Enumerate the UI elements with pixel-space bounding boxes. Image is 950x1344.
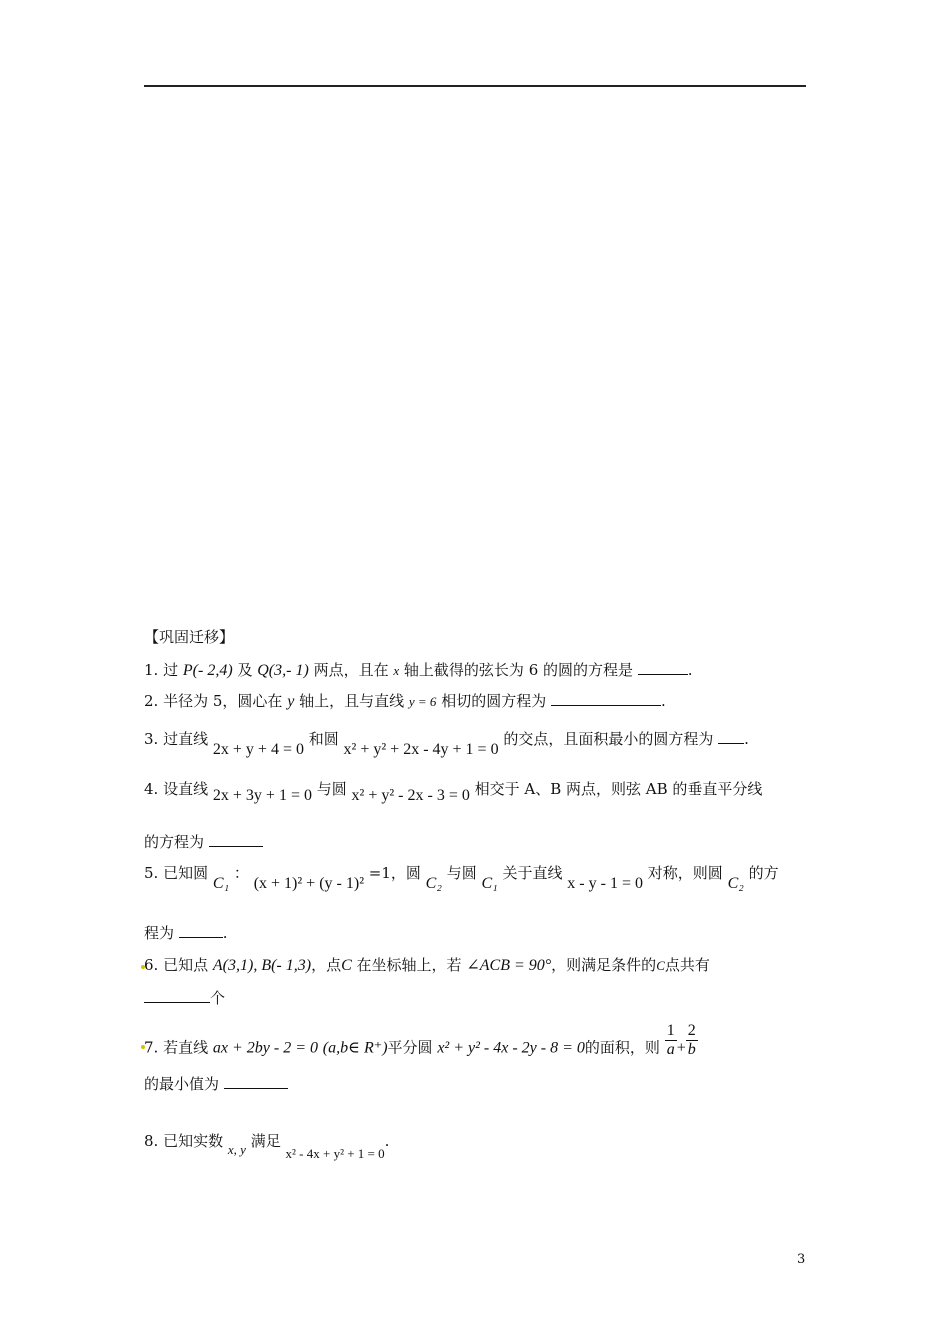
problem-7-answer-blank[interactable] — [224, 1074, 288, 1089]
problem-1-text-d: 轴上截得的弦长为 6 的圆的方程是 — [403, 661, 634, 679]
problem-2-answer-blank[interactable] — [551, 691, 661, 706]
problem-5-circle-c2-ref: C₂ — [727, 875, 744, 892]
problem-6-point-c-ref: C — [656, 958, 665, 973]
problem-5-period: . — [222, 924, 228, 942]
problem-4-continued — [144, 831, 263, 852]
problem-3 — [144, 728, 749, 758]
problem-7-label: 7. — [144, 1038, 159, 1057]
plus-sign: + — [676, 1039, 686, 1057]
problem-5-text-e: 对称，则圆 — [647, 864, 723, 882]
problem-6 — [144, 954, 710, 975]
section-title: 【巩固迁移】 — [144, 628, 235, 646]
problem-5-circle-eq: (x + 1)² + (y - 1)² — [253, 875, 364, 892]
problem-5-line-eq: x - y - 1 = 0 — [567, 875, 643, 892]
header-rule — [144, 85, 806, 87]
problem-6-point-c: C — [341, 957, 352, 974]
fraction-numerator: 1 — [666, 1022, 675, 1039]
problem-1-answer-blank[interactable] — [638, 660, 688, 675]
page-number: 3 — [797, 1252, 806, 1267]
problem-1-label: 1. — [144, 661, 159, 679]
problem-6-continued — [144, 987, 225, 1008]
problem-3-label: 3. — [144, 730, 159, 748]
fraction-numerator: 2 — [687, 1022, 696, 1039]
problem-5-label: 5. — [144, 864, 159, 882]
problem-1-point-q: Q(3,- 1) — [257, 662, 309, 679]
fraction-denominator: b — [687, 1041, 696, 1058]
problem-4-circle-eq: x² + y² - 2x - 3 = 0 — [351, 787, 470, 804]
problem-6-text-e: 点共有 — [664, 956, 710, 974]
problem-3-answer-blank[interactable] — [718, 729, 744, 744]
problem-5-colon: ： — [233, 864, 249, 882]
problem-4-label: 4. — [144, 780, 159, 798]
problem-4-text-b: 与圆 — [316, 780, 347, 798]
problem-1-period: . — [687, 661, 693, 679]
problem-8-label: 8. — [144, 1132, 159, 1150]
problem-2-text-b: 轴上，且与直线 — [299, 692, 405, 710]
problem-3-text-b: 和圆 — [308, 730, 339, 748]
problem-8-variables: x, y — [227, 1142, 246, 1157]
problem-4-text-a: 设直线 — [163, 780, 209, 798]
problem-1 — [144, 659, 693, 680]
problem-7-text-a: 若直线 — [163, 1038, 209, 1057]
problem-4-answer-blank[interactable] — [209, 832, 263, 847]
problem-1-point-p: P(- 2,4) — [182, 662, 233, 679]
fraction-denominator: a — [666, 1041, 675, 1058]
problem-6-text-f: 个 — [210, 989, 226, 1007]
problem-5-circle-c1: C₁ — [212, 875, 230, 892]
problem-5-text-d: 关于直线 — [502, 864, 563, 882]
problem-6-label: 6. — [144, 956, 159, 974]
problem-5-text-a: 已知圆 — [163, 864, 209, 882]
problem-8-text-b: 满足 — [250, 1132, 281, 1150]
problem-8-equation: x² - 4x + y² + 1 = 0 — [285, 1146, 385, 1161]
problem-8-period: . — [384, 1132, 390, 1150]
problem-3-text-a: 过直线 — [163, 730, 209, 748]
problem-7-condition: (a,b∈ R⁺) — [322, 1039, 388, 1057]
problem-5-text-g: 程为 — [144, 924, 175, 942]
problem-4-line-eq: 2x + 3y + 1 = 0 — [212, 787, 312, 804]
problem-7-text-d: 的最小值为 — [144, 1075, 220, 1093]
problem-3-text-c: 的交点，且面积最小的圆方程为 — [503, 730, 714, 748]
problem-6-text-d: ，则满足条件的 — [551, 956, 657, 974]
problem-8-text-a: 已知实数 — [163, 1132, 224, 1150]
problem-5-circle-c1-ref: C₁ — [481, 875, 498, 892]
problem-2-text-a: 半径为 5，圆心在 — [163, 692, 283, 710]
problem-5-text-b: =1，圆 — [368, 864, 421, 882]
fraction-two-over-b — [686, 1022, 698, 1059]
problem-5-text-f: 的方 — [748, 864, 779, 882]
problem-2-line-eq: y = 6 — [408, 694, 437, 709]
problem-2-text-c: 相切的圆方程为 — [441, 692, 547, 710]
problem-6-points: A(3,1), B(- 1,3) — [212, 957, 312, 974]
problem-1-text-a: 过 — [163, 661, 179, 679]
problem-5-continued — [144, 922, 228, 943]
fraction-one-over-a — [665, 1022, 677, 1059]
problem-3-line-eq: 2x + y + 4 = 0 — [212, 741, 304, 758]
problem-2-label: 2. — [144, 692, 159, 710]
problem-5-circle-c2: C₂ — [425, 875, 442, 892]
problem-7 — [144, 1022, 698, 1067]
problem-7-continued — [144, 1073, 288, 1094]
problem-7-line-eq: ax + 2by - 2 = 0 — [212, 1039, 319, 1057]
problem-7-circle-eq: x² + y² - 4x - 2y - 8 = 0 — [437, 1039, 585, 1057]
problem-8 — [144, 1130, 390, 1161]
problem-2-axis-y: y — [287, 693, 295, 710]
problem-3-circle-eq: x² + y² + 2x - 4y + 1 = 0 — [343, 741, 499, 758]
problem-5-answer-blank[interactable] — [179, 923, 223, 938]
problem-1-text-b: 及 — [237, 661, 253, 679]
problem-6-angle: ∠ACB = 90° — [466, 957, 552, 974]
problem-2-period: . — [661, 692, 666, 710]
problem-7-text-b: 平分圆 — [387, 1038, 433, 1057]
problem-4-text-d: 的方程为 — [144, 833, 205, 851]
problem-1-text-c: 两点，且在 — [313, 661, 389, 679]
problem-4-text-c: 相交于 A、B 两点，则弦 AB 的垂直平分线 — [474, 780, 763, 798]
problem-3-period: . — [744, 730, 749, 748]
problem-1-axis-x: x — [393, 663, 400, 678]
problem-4 — [144, 778, 763, 804]
problem-6-answer-blank[interactable] — [144, 988, 210, 1003]
problem-7-text-c: 的面积，则 — [584, 1038, 660, 1057]
problem-5 — [144, 862, 779, 892]
problem-6-text-a: 已知点 — [163, 956, 209, 974]
problem-5-text-c: 与圆 — [446, 864, 477, 882]
problem-2 — [144, 690, 666, 711]
problem-6-text-c: 在坐标轴上，若 — [356, 956, 462, 974]
problem-6-text-b: ，点 — [311, 956, 342, 974]
